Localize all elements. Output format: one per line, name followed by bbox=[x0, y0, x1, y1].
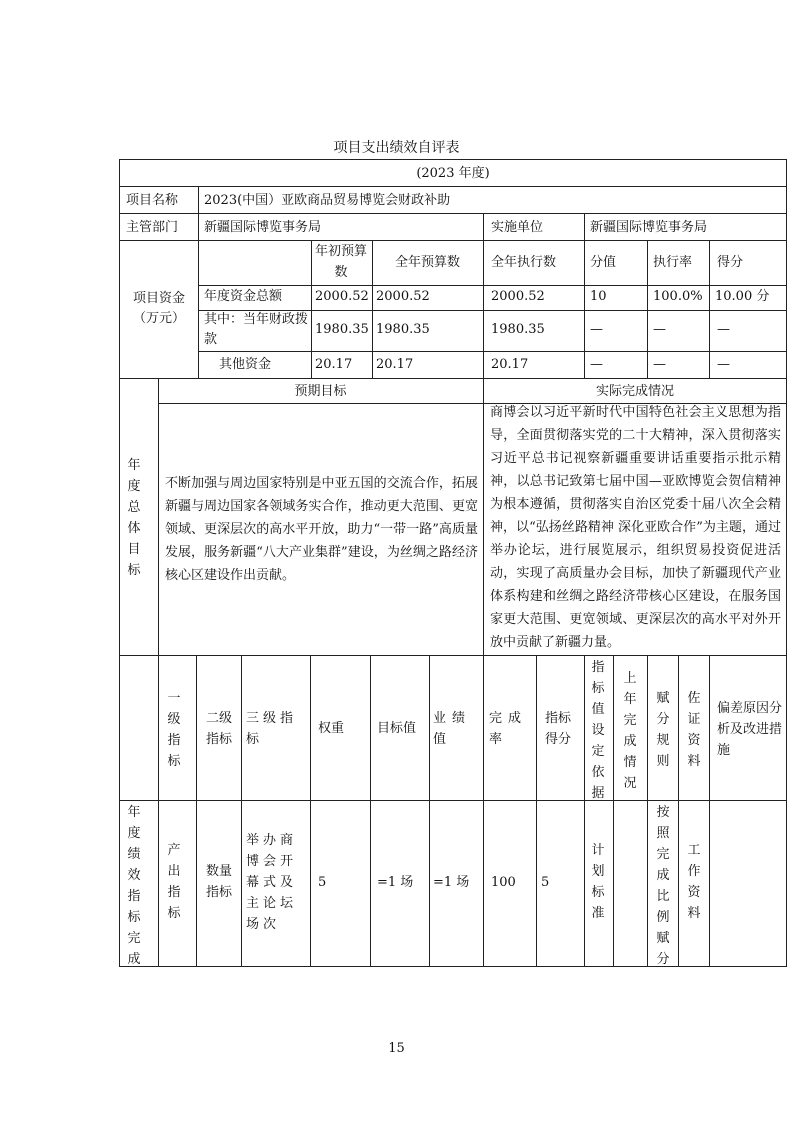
table-rule bbox=[198, 285, 787, 286]
ind-row-target: =1 场 bbox=[377, 875, 414, 890]
table-rule bbox=[198, 186, 199, 378]
table-rule bbox=[119, 240, 787, 241]
table-rule bbox=[119, 213, 787, 214]
table-rule bbox=[158, 378, 159, 967]
table-rule bbox=[241, 655, 242, 967]
ind-row-weight: 5 bbox=[318, 875, 327, 890]
goals-actual-text: 商博会以习近平新时代中国特色社会主义思想为指导，全面贯彻落实党的二十大精神，深入贯彻落实习近平总书记视察新疆重要讲话重要指示批示精神，以总书记致第七届中国—亚欧博览会贺信精神为根本遵循，贯彻落实自治区党委十届八次全会精神，以“弘扬丝路精神 深化亚欧合作”为主题，通过举办论坛，进行展览展示，组织贸易投资促进活动，实现了高质量办会目标，加快了新疆现代产业体系构建和丝绸之路经济带核心区建设，在服务国家更大范围、更宽领域、更深层次的高水平对外开放中贡献了新疆力量。 bbox=[490, 405, 781, 650]
ind-row-score: 5 bbox=[541, 875, 550, 890]
impl-value: 新疆国际博览事务局 bbox=[590, 220, 708, 235]
table-rule bbox=[483, 378, 484, 655]
ind-header-actual: 业绩值 bbox=[433, 711, 472, 747]
goals-expected-header: 预期目标 bbox=[294, 384, 347, 399]
goals-label: 年度总体目标 bbox=[127, 458, 141, 578]
funds-row-name: 其中：当年财政拨款 bbox=[204, 312, 309, 347]
dept-value: 新疆国际博览事务局 bbox=[204, 220, 322, 235]
table-rule bbox=[647, 655, 648, 967]
ind-header-weight: 权重 bbox=[318, 721, 345, 736]
funds-row-rate: — bbox=[653, 357, 666, 372]
table-rule bbox=[311, 240, 312, 378]
ind-header-target: 目标值 bbox=[377, 721, 417, 736]
funds-row-annual: 20.17 bbox=[376, 357, 414, 372]
ind-row-rule: 按照完成比例赋分 bbox=[656, 805, 670, 967]
ind-header-score: 指标得分 bbox=[544, 711, 571, 747]
document-title: 项目支出绩效自评表 bbox=[333, 140, 460, 156]
funds-row-executed: 1980.35 bbox=[491, 322, 545, 337]
impl-label: 实施单位 bbox=[491, 220, 544, 235]
funds-row-annual: 1980.35 bbox=[376, 322, 430, 337]
table-rule bbox=[370, 655, 371, 967]
ind-header-deviation: 偏差原因分析及改进措施 bbox=[717, 701, 783, 758]
ind-row-actual: =1 场 bbox=[433, 875, 470, 890]
ind-row-level1: 产出指标 bbox=[167, 843, 181, 921]
ind-row-evidence: 工作资料 bbox=[687, 843, 701, 921]
ind-header-rule: 赋分规则 bbox=[656, 691, 670, 769]
funds-header-annual: 全年预算数 bbox=[394, 255, 460, 270]
table-rule bbox=[584, 240, 585, 378]
goals-actual-header: 实际完成情况 bbox=[595, 384, 674, 399]
funds-row-score: — bbox=[717, 357, 730, 372]
funds-header-score: 得分 bbox=[717, 255, 744, 270]
funds-row-score-value: 10 bbox=[590, 289, 607, 304]
funds-row-annual: 2000.52 bbox=[376, 289, 430, 304]
project-name-label: 项目名称 bbox=[126, 193, 179, 208]
table-rule bbox=[584, 213, 585, 240]
page-number: 15 bbox=[388, 1041, 405, 1056]
ind-row-basis: 计划标准 bbox=[591, 843, 605, 921]
funds-row-executed: 2000.52 bbox=[491, 289, 545, 304]
funds-row-name: 年度资金总额 bbox=[204, 289, 283, 304]
funds-row-score: 10.00 分 bbox=[715, 289, 770, 304]
table-rule bbox=[119, 186, 787, 187]
table-rule bbox=[196, 655, 197, 967]
funds-row-name: 其他资金 bbox=[219, 357, 272, 372]
table-rule bbox=[483, 213, 484, 240]
funds-row-score-value: — bbox=[590, 322, 603, 337]
year-label: (2023 年度) bbox=[416, 166, 490, 181]
funds-header-score-value: 分值 bbox=[590, 255, 617, 270]
ind-header-last-year: 上年完成情况 bbox=[623, 671, 637, 791]
goals-expected-text: 不断加强与周边国家特别是中亚五国的交流合作，拓展新疆与周边国家各领域务实合作，推动更大范围、更宽领域、更深层次的高水平开放，助力“一带一路”高质量发展，服务新疆“八大产业集群”建设，为丝绸之路经济核心区建设作出贡献。 bbox=[165, 476, 478, 583]
table-rule bbox=[483, 240, 484, 378]
ind-row-level3: 举办商博会开幕式及主论坛场次 bbox=[246, 833, 298, 932]
funds-row-score-value: — bbox=[590, 357, 603, 372]
table-rule bbox=[647, 240, 648, 378]
table-rule bbox=[709, 655, 710, 967]
funds-row-initial: 20.17 bbox=[315, 357, 353, 372]
ind-header-evidence: 佐证资料 bbox=[687, 691, 701, 769]
funds-label: 项目资金（万元） bbox=[132, 291, 185, 327]
project-name: 2023(中国）亚欧商品贸易博览会财政补助 bbox=[204, 193, 451, 208]
ind-row-completion: 100 bbox=[491, 875, 516, 890]
ind-section-label: 年度绩效指标完成 bbox=[127, 805, 141, 967]
table-rule bbox=[119, 655, 787, 656]
funds-row-rate: — bbox=[653, 322, 666, 337]
dept-label: 主管部门 bbox=[126, 220, 179, 235]
table-rule bbox=[678, 655, 679, 967]
table-rule bbox=[584, 655, 585, 967]
funds-row-rate: 100.0% bbox=[653, 289, 703, 304]
funds-header-initial: 年初预算数 bbox=[315, 244, 368, 280]
ind-row-level2: 数量指标 bbox=[205, 864, 232, 900]
table-rule bbox=[429, 655, 430, 967]
table-rule bbox=[119, 378, 787, 379]
ind-header-basis: 指标值设定依据 bbox=[591, 660, 605, 801]
table-rule bbox=[310, 655, 311, 967]
table-rule bbox=[613, 655, 614, 967]
table-rule bbox=[709, 240, 710, 378]
funds-header-rate: 执行率 bbox=[653, 255, 693, 270]
table-rule bbox=[483, 655, 484, 967]
table-rule bbox=[119, 800, 787, 801]
ind-header-level2: 二级指标 bbox=[205, 711, 232, 747]
funds-row-score: — bbox=[717, 322, 730, 337]
funds-header-executed: 全年执行数 bbox=[491, 255, 557, 270]
table-rule bbox=[198, 351, 787, 352]
ind-header-level1: 一级指标 bbox=[167, 691, 181, 769]
funds-row-initial: 1980.35 bbox=[315, 322, 369, 337]
funds-row-initial: 2000.52 bbox=[315, 289, 369, 304]
ind-header-completion: 完成率 bbox=[489, 711, 528, 747]
funds-row-executed: 20.17 bbox=[491, 357, 529, 372]
table-rule bbox=[536, 655, 537, 967]
ind-header-level3: 三级指标 bbox=[246, 711, 298, 747]
